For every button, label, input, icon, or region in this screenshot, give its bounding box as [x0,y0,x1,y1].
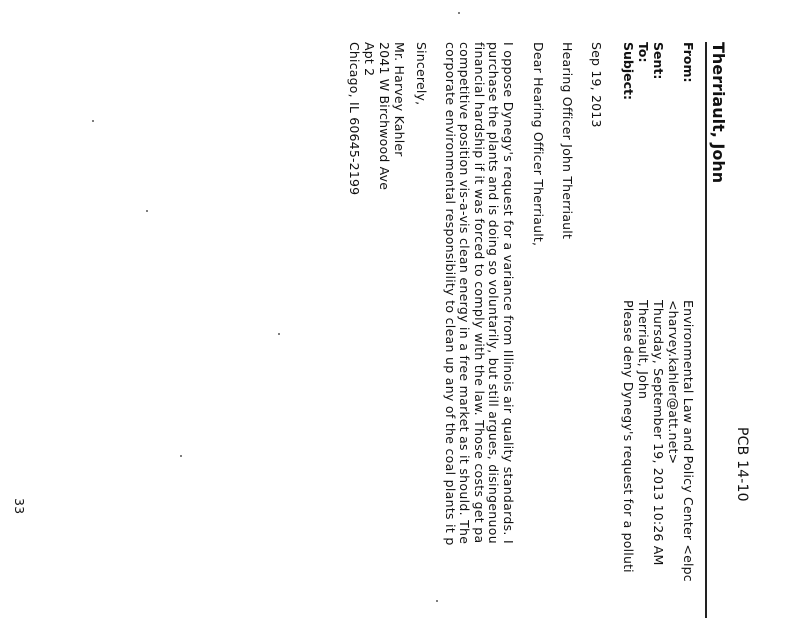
letter-body-line: financial hardship if it was forced to comply with the law. Those costs get pa [472,42,487,544]
page-number: 33 [12,498,27,515]
letter-recipient: Hearing Officer John Therriault [560,42,575,240]
to-label: To: [636,42,651,63]
letter-date: Sep 19, 2013 [589,42,604,128]
letter-salutation: Dear Hearing Officer Therriault, [531,42,546,247]
from-email: <harvey.kahler@att.net> [666,300,681,465]
scan-speck [92,120,94,122]
header-rule [705,42,707,618]
subject-label: Subject: [621,42,636,100]
subject-value: Please deny Dynegy's request for a polluti [621,300,636,573]
letter-body-line: competitive position vis-a-vis clean energy in a free market as it should. The [457,42,472,545]
signature-apt: Apt 2 [362,42,377,77]
to-value: Therriault, John [636,300,651,400]
letter-body-line: I oppose Dynegy's request for a variance from Illinois air quality standards. I [501,42,516,544]
letter-body-line: corporate environmental responsibility to clean up any of the coal plants it p [443,42,458,546]
from-label: From: [681,42,696,83]
signature-street: 2041 W Birchwood Ave [377,42,392,191]
letter-closing: Sincerely, [414,42,429,106]
signature-city: Chicago, IL 60645-2199 [347,42,362,196]
from-value: Environmental Law and Policy Center <elpc [681,300,696,582]
scan-speck [180,455,182,457]
sent-label: Sent: [651,42,666,80]
letter-body-line: purchase the plants and is doing so voluntarily, but still argues, disingenuou [486,42,501,544]
scan-speck [436,600,438,602]
signature-name: Mr. Harvey Kahler [392,42,407,157]
header-name: Therriault, John [709,42,728,184]
sent-value: Thursday, September 19, 2013 10:26 AM [651,300,666,566]
scan-speck [146,210,148,212]
scan-speck [458,12,460,14]
scan-speck [278,333,280,335]
case-number: PCB 14-10 [734,427,750,502]
